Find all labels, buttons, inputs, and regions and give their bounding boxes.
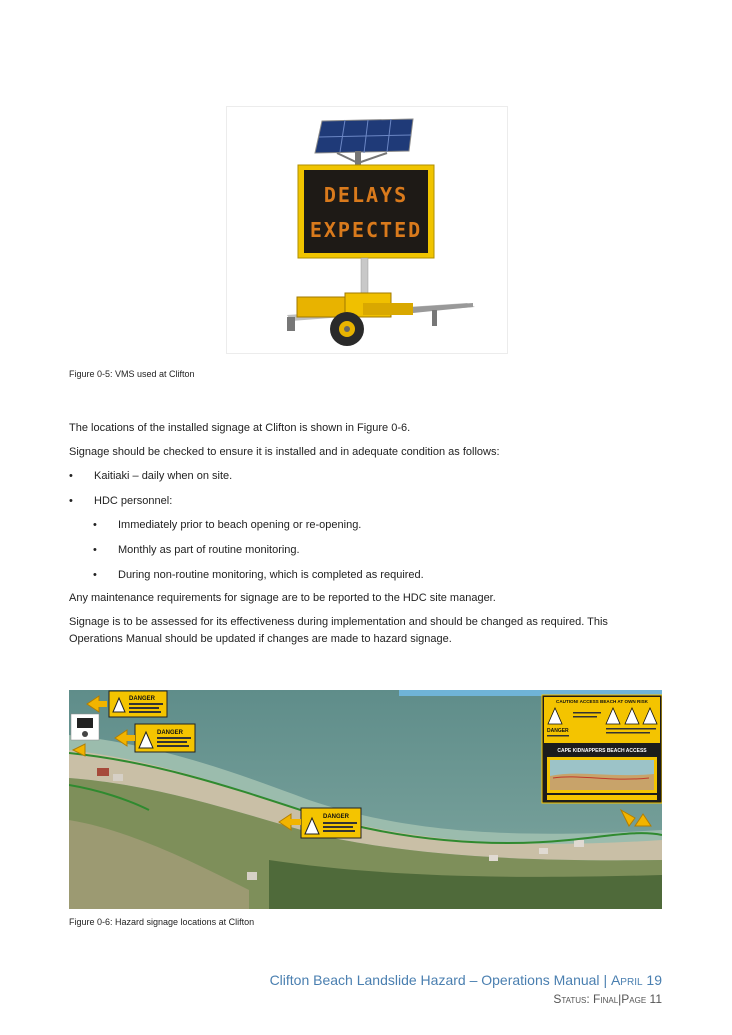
bullet-kaitiaki: Kaitiaki – daily when on site. — [94, 470, 233, 482]
cape-title: CAPE KIDNAPPERS BEACH ACCESS — [557, 748, 647, 754]
vms-figure — [226, 106, 508, 354]
bullet-marker: • — [93, 544, 97, 556]
danger-sign-2 — [135, 724, 195, 752]
figure-5-caption: Figure 0-5: VMS used at Clifton — [69, 369, 195, 379]
danger-label: DANGER — [157, 730, 184, 736]
caution-title: CAUTION! ACCESS BEACH AT OWN RISK — [556, 699, 648, 704]
footer-date: April 19 — [610, 972, 662, 988]
sub-bullet-prior-opening: Immediately prior to beach opening or re-opening. — [118, 519, 362, 531]
bullet-marker: • — [93, 569, 97, 581]
list-item — [93, 567, 593, 583]
solar-panel-icon — [315, 119, 413, 165]
list-item — [93, 542, 593, 558]
bullet-marker: • — [69, 495, 73, 507]
danger-label: DANGER — [323, 814, 350, 820]
danger-sign-1 — [109, 691, 167, 717]
danger-label: DANGER — [129, 696, 156, 702]
trailer-base — [287, 293, 475, 346]
paragraph-maintenance: Any maintenance requirements for signage are to be reported to the HDC site manager. — [69, 592, 496, 604]
bullet-hdc-personnel: HDC personnel: — [94, 495, 173, 507]
list-item — [69, 493, 569, 509]
hazard-signage-map — [69, 690, 662, 909]
vms-sign-line2: EXPECTED — [309, 218, 423, 242]
vms-trailer-illustration — [227, 107, 507, 353]
footer-status-line — [553, 992, 662, 1006]
bullet-marker: • — [93, 519, 97, 531]
bullet-marker: • — [69, 470, 73, 482]
beach-access-signboard — [542, 695, 662, 803]
vms-sign-board — [298, 165, 434, 258]
sub-bullet-monthly: Monthly as part of routine monitoring. — [118, 544, 300, 556]
list-item — [69, 468, 569, 484]
danger-sign-3 — [301, 808, 361, 838]
footer-title-line — [270, 972, 662, 988]
footer-page-number: Page 11 — [621, 992, 662, 1006]
footer-separator: | — [603, 972, 608, 988]
aerial-map — [69, 690, 662, 909]
vms-sign-line1: DELAYS — [323, 183, 409, 207]
footer-document-title: Clifton Beach Landslide Hazard – Operations Manual — [269, 972, 600, 988]
paragraph-signage-locations: The locations of the installed signage at Clifton is shown in Figure 0-6. — [69, 422, 411, 434]
danger-label: DANGER — [547, 728, 569, 734]
figure-6-caption: Figure 0-6: Hazard signage locations at Clifton — [69, 917, 255, 927]
paragraph-assessment: Signage is to be assessed for its effectiveness during implementation and should be changed as required. This Operations Manual should be updated if changes are made to hazard signage. — [69, 616, 608, 645]
sub-bullet-non-routine: During non-routine monitoring, which is completed as required. — [118, 569, 424, 581]
footer-status: Status: Final — [553, 992, 619, 1006]
paragraph-signage-check: Signage should be checked to ensure it is installed and in adequate condition as follows: — [69, 446, 500, 458]
list-item — [93, 517, 593, 533]
footer-separator: | — [618, 992, 622, 1006]
